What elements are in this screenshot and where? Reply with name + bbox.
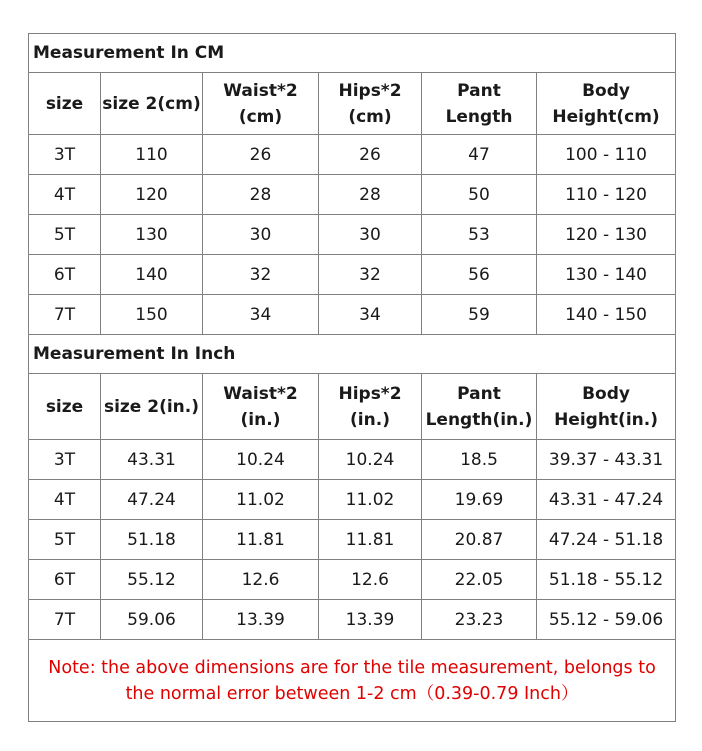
inch-table-cell: 18.5 — [422, 440, 537, 480]
note-text-line-1: Note: the above dimensions are for the tile measurement, belongs to — [48, 657, 656, 678]
cm-header-label: Pant — [457, 80, 501, 101]
inch-header-label: Body — [582, 383, 630, 404]
cm-header-cell — [203, 73, 319, 135]
inch-table-cell: 59.06 — [101, 600, 203, 640]
cm-header-sublabel: Length — [445, 106, 513, 127]
inch-table-cell: 51.18 - 55.12 — [537, 560, 676, 600]
cm-header-cell — [29, 73, 101, 135]
cm-table-cell: 28 — [319, 175, 422, 215]
inch-table-row — [29, 600, 676, 640]
inch-header-label: Pant — [457, 383, 501, 404]
cm-table-cell: 28 — [203, 175, 319, 215]
cm-table-cell: 5T — [29, 215, 101, 255]
inch-table-cell: 5T — [29, 520, 101, 560]
inch-table-cell: 55.12 — [101, 560, 203, 600]
size-chart-table — [28, 33, 676, 722]
cm-table-cell: 110 - 120 — [537, 175, 676, 215]
inch-header-cell — [319, 374, 422, 440]
inch-header-sublabel: Height(in.) — [554, 409, 658, 430]
inch-table-cell: 43.31 — [101, 440, 203, 480]
cm-table-cell: 32 — [203, 255, 319, 295]
cm-table-cell: 56 — [422, 255, 537, 295]
cm-table-cell: 34 — [203, 295, 319, 335]
inch-table-cell: 13.39 — [203, 600, 319, 640]
cm-table-cell: 30 — [203, 215, 319, 255]
inch-header-cell — [537, 374, 676, 440]
cm-table-row — [29, 175, 676, 215]
note-row — [29, 640, 676, 722]
inch-table-cell: 13.39 — [319, 600, 422, 640]
inch-table-cell: 12.6 — [319, 560, 422, 600]
inch-table-cell: 19.69 — [422, 480, 537, 520]
cm-section-title: Measurement In CM — [29, 34, 676, 73]
cm-header-label: size 2(cm) — [102, 93, 201, 114]
inch-header-cell — [29, 374, 101, 440]
cm-table-row — [29, 255, 676, 295]
cm-table-cell: 30 — [319, 215, 422, 255]
inch-table-cell: 47.24 — [101, 480, 203, 520]
cm-table-cell: 140 — [101, 255, 203, 295]
cm-table-cell: 50 — [422, 175, 537, 215]
inch-table-cell: 4T — [29, 480, 101, 520]
inch-table-cell: 11.81 — [203, 520, 319, 560]
inch-header-label: Waist*2 — [223, 383, 298, 404]
inch-table-cell: 39.37 - 43.31 — [537, 440, 676, 480]
cm-table-cell: 130 — [101, 215, 203, 255]
cm-header-label: Waist*2 — [223, 80, 298, 101]
cm-header-label: size — [45, 93, 84, 114]
inch-table-cell: 12.6 — [203, 560, 319, 600]
inch-table-cell: 7T — [29, 600, 101, 640]
inch-table-cell: 43.31 - 47.24 — [537, 480, 676, 520]
inch-table-cell: 55.12 - 59.06 — [537, 600, 676, 640]
cm-header-row — [29, 73, 676, 135]
cm-table-cell: 26 — [319, 135, 422, 175]
inch-table-cell: 23.23 — [422, 600, 537, 640]
cm-header-sublabel: Height(cm) — [552, 106, 660, 127]
inch-table-cell: 10.24 — [319, 440, 422, 480]
cm-table-cell: 7T — [29, 295, 101, 335]
inch-table-cell: 11.02 — [203, 480, 319, 520]
inch-table-row — [29, 480, 676, 520]
inch-table-cell: 3T — [29, 440, 101, 480]
inch-header-sublabel: Length(in.) — [425, 409, 533, 430]
inch-table-cell: 47.24 - 51.18 — [537, 520, 676, 560]
inch-header-label: size 2(in.) — [103, 396, 200, 417]
inch-section-title-row — [29, 335, 676, 374]
cm-table-cell: 150 — [101, 295, 203, 335]
cm-table-cell: 53 — [422, 215, 537, 255]
cm-table-cell: 59 — [422, 295, 537, 335]
inch-header-sublabel: (in.) — [240, 409, 281, 430]
inch-table-cell: 11.02 — [319, 480, 422, 520]
inch-table-cell: 51.18 — [101, 520, 203, 560]
cm-header-sublabel: (cm) — [348, 106, 392, 127]
cm-table-cell: 4T — [29, 175, 101, 215]
cm-table-cell: 6T — [29, 255, 101, 295]
size-chart-body — [29, 34, 676, 722]
cm-table-row — [29, 215, 676, 255]
inch-section-title: Measurement In Inch — [29, 335, 676, 374]
size-chart — [28, 33, 675, 722]
cm-header-label: Hips*2 — [338, 80, 402, 101]
cm-table-cell: 120 - 130 — [537, 215, 676, 255]
note-cell — [29, 640, 676, 722]
cm-header-cell — [319, 73, 422, 135]
inch-table-cell: 11.81 — [319, 520, 422, 560]
inch-header-label: size — [45, 396, 84, 417]
cm-header-cell — [422, 73, 537, 135]
inch-table-row — [29, 560, 676, 600]
cm-header-sublabel: (cm) — [238, 106, 283, 127]
cm-table-row — [29, 135, 676, 175]
cm-table-cell: 100 - 110 — [537, 135, 676, 175]
cm-table-cell: 140 - 150 — [537, 295, 676, 335]
note-text-line-2: the normal error between 1-2 cm（0.39-0.79 Inch） — [125, 683, 579, 704]
inch-header-label: Hips*2 — [338, 383, 402, 404]
inch-table-cell: 6T — [29, 560, 101, 600]
cm-header-cell — [537, 73, 676, 135]
cm-header-label: Body — [582, 80, 630, 101]
cm-table-cell: 32 — [319, 255, 422, 295]
cm-table-row — [29, 295, 676, 335]
cm-table-cell: 120 — [101, 175, 203, 215]
inch-header-cell — [422, 374, 537, 440]
cm-table-cell: 34 — [319, 295, 422, 335]
inch-table-cell: 22.05 — [422, 560, 537, 600]
inch-table-row — [29, 520, 676, 560]
cm-table-cell: 47 — [422, 135, 537, 175]
inch-header-sublabel: (in.) — [350, 409, 390, 430]
cm-table-cell: 110 — [101, 135, 203, 175]
inch-table-cell: 20.87 — [422, 520, 537, 560]
cm-header-cell — [101, 73, 203, 135]
inch-header-cell — [203, 374, 319, 440]
cm-table-cell: 26 — [203, 135, 319, 175]
inch-table-cell: 10.24 — [203, 440, 319, 480]
cm-section-title-row — [29, 34, 676, 73]
cm-table-cell: 3T — [29, 135, 101, 175]
cm-table-cell: 130 - 140 — [537, 255, 676, 295]
inch-header-row — [29, 374, 676, 440]
inch-header-cell — [101, 374, 203, 440]
inch-table-row — [29, 440, 676, 480]
